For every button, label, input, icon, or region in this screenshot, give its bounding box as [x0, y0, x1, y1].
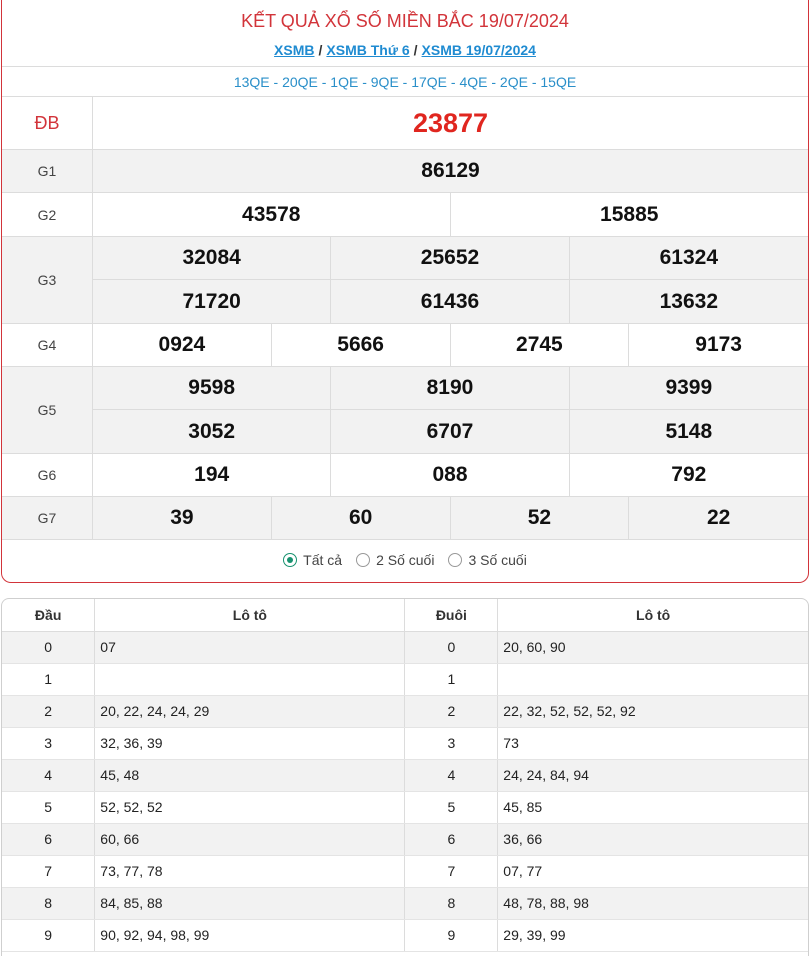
tail-loto-cell: 24, 24, 84, 94: [498, 759, 808, 791]
table-row: [2, 823, 808, 855]
prize-label-g1: G1: [2, 150, 93, 193]
prize-label-g5: G5: [2, 367, 93, 454]
prize-values-g6: [93, 454, 808, 497]
prize-number: 194: [93, 454, 331, 496]
head-loto-cell: 73, 77, 78: [95, 855, 405, 887]
prize-number: 15885: [600, 202, 659, 226]
tail-digit-cell: 9: [405, 919, 498, 951]
prize-number: 792: [671, 463, 707, 486]
head-loto-cell: 07: [95, 631, 405, 663]
radio-selected-icon[interactable]: [283, 553, 297, 567]
prize-number: 5666: [272, 324, 451, 366]
table-row: [2, 727, 808, 759]
table-row: [2, 695, 808, 727]
head-digit-cell: 5: [2, 791, 95, 823]
loto-table: [2, 599, 808, 952]
prize-number: 9598: [93, 367, 331, 410]
column-header-loto: Lô tô: [95, 599, 405, 631]
table-row: [2, 663, 808, 695]
prize-number: 71720: [93, 280, 331, 323]
tail-loto-cell: 07, 77: [498, 855, 808, 887]
table-row: [2, 759, 808, 791]
head-digit-cell: 7: [2, 855, 95, 887]
prize-number: 3052: [93, 410, 331, 453]
tail-digit-cell: 8: [405, 887, 498, 919]
prize-values-db: [93, 97, 808, 150]
prize-number: 9173: [695, 333, 742, 356]
special-prize-number: 23877: [412, 107, 489, 138]
prize-number: 61436: [331, 280, 569, 323]
prize-number: 13632: [659, 289, 719, 313]
head-digit-cell: 6: [2, 823, 95, 855]
tail-loto-cell: 36, 66: [498, 823, 808, 855]
head-digit-cell: 9: [2, 919, 95, 951]
head-digit-cell: 2: [2, 695, 95, 727]
head-loto-cell: 90, 92, 94, 98, 99: [95, 919, 405, 951]
prize-number: 2745: [451, 324, 630, 366]
head-digit-cell: 4: [2, 759, 95, 791]
prize-number: 9399: [570, 367, 808, 410]
breadcrumb-link-date[interactable]: XSMB 19/07/2024: [421, 42, 536, 58]
prize-number: 8190: [331, 367, 569, 410]
prize-number: 22: [706, 506, 731, 529]
breadcrumb: [2, 40, 808, 67]
filter-last-3-radio[interactable]: [448, 552, 526, 568]
head-loto-cell: [95, 663, 405, 695]
radio-unselected-icon[interactable]: [356, 553, 370, 567]
tail-digit-cell: 5: [405, 791, 498, 823]
table-row: [2, 887, 808, 919]
prize-number: 39: [93, 497, 272, 539]
table-row: [2, 855, 808, 887]
filter-all-radio[interactable]: [283, 552, 342, 568]
prize-label-g3: G3: [2, 237, 93, 324]
prize-number: 61324: [570, 237, 808, 280]
head-digit-cell: 1: [2, 663, 95, 695]
table-row: [2, 791, 808, 823]
tail-digit-cell: 2: [405, 695, 498, 727]
filter-label: 2 Số cuối: [376, 552, 435, 568]
tail-loto-cell: 20, 60, 90: [498, 631, 808, 663]
tail-digit-cell: 4: [405, 759, 498, 791]
table-row: [2, 631, 808, 663]
prize-values-g3: [93, 237, 808, 324]
prize-number: 43578: [93, 193, 451, 236]
prize-number: 25652: [331, 237, 569, 280]
head-loto-cell: 32, 36, 39: [95, 727, 405, 759]
filter-label: Tất cả: [303, 552, 343, 568]
prize-number: 86129: [421, 159, 480, 182]
prize-values-g2: [93, 193, 808, 237]
tail-loto-cell: 29, 39, 99: [498, 919, 808, 951]
head-loto-cell: 84, 85, 88: [95, 887, 405, 919]
prize-number: 0924: [93, 324, 272, 366]
prize-number: 32084: [93, 237, 331, 280]
head-digit-cell: 8: [2, 887, 95, 919]
prize-number: 60: [272, 497, 451, 539]
prize-number: 52: [451, 497, 630, 539]
filter-last-2-radio[interactable]: [356, 552, 434, 568]
tail-loto-cell: 22, 32, 52, 52, 52, 92: [498, 695, 808, 727]
tail-loto-cell: 48, 78, 88, 98: [498, 887, 808, 919]
loto-header-row: [2, 599, 808, 631]
column-header-dau: Đầu: [2, 599, 95, 631]
tail-digit-cell: 7: [405, 855, 498, 887]
column-header-loto: Lô tô: [498, 599, 808, 631]
prize-values-g1: [93, 150, 808, 193]
column-header-duoi: Đuôi: [405, 599, 498, 631]
ticket-codes: 13QE - 20QE - 1QE - 9QE - 17QE - 4QE - 2QE - 15QE: [2, 67, 808, 97]
prize-table: [2, 97, 808, 540]
tail-digit-cell: 0: [405, 631, 498, 663]
prize-label-g4: G4: [2, 324, 93, 367]
head-loto-cell: 60, 66: [95, 823, 405, 855]
head-loto-cell: 45, 48: [95, 759, 405, 791]
head-digit-cell: 3: [2, 727, 95, 759]
prize-number: 5148: [665, 419, 713, 443]
prize-number: 088: [331, 454, 569, 496]
breadcrumb-separator: /: [318, 42, 323, 58]
tail-digit-cell: 3: [405, 727, 498, 759]
prize-number: 6707: [331, 410, 569, 453]
head-loto-cell: 20, 22, 24, 24, 29: [95, 695, 405, 727]
tail-digit-cell: 1: [405, 663, 498, 695]
head-loto-cell: 52, 52, 52: [95, 791, 405, 823]
tail-loto-cell: [498, 663, 808, 695]
prize-label-g2: G2: [2, 193, 93, 237]
loto-body: [2, 631, 808, 951]
results-panel: [1, 0, 809, 583]
head-digit-cell: 0: [2, 631, 95, 663]
prize-values-g4: [93, 324, 808, 367]
prize-values-g5: [93, 367, 808, 454]
breadcrumb-link-weekday[interactable]: XSMB Thứ 6: [326, 42, 410, 58]
tail-digit-cell: 6: [405, 823, 498, 855]
digit-filter-group: [2, 540, 808, 580]
tail-loto-cell: 73: [498, 727, 808, 759]
page-title: KẾT QUẢ XỔ SỐ MIỀN BẮC 19/07/2024: [241, 11, 569, 31]
loto-panel: [1, 598, 809, 956]
prize-label-db: ĐB: [2, 97, 93, 150]
breadcrumb-link-xsmb[interactable]: XSMB: [274, 42, 315, 58]
prize-values-g7: [93, 497, 808, 540]
radio-unselected-icon[interactable]: [448, 553, 462, 567]
filter-label: 3 Số cuối: [468, 552, 527, 568]
prize-label-g7: G7: [2, 497, 93, 540]
tail-loto-cell: 45, 85: [498, 791, 808, 823]
prize-label-g6: G6: [2, 454, 93, 497]
breadcrumb-separator: /: [413, 42, 418, 58]
table-row: [2, 919, 808, 951]
